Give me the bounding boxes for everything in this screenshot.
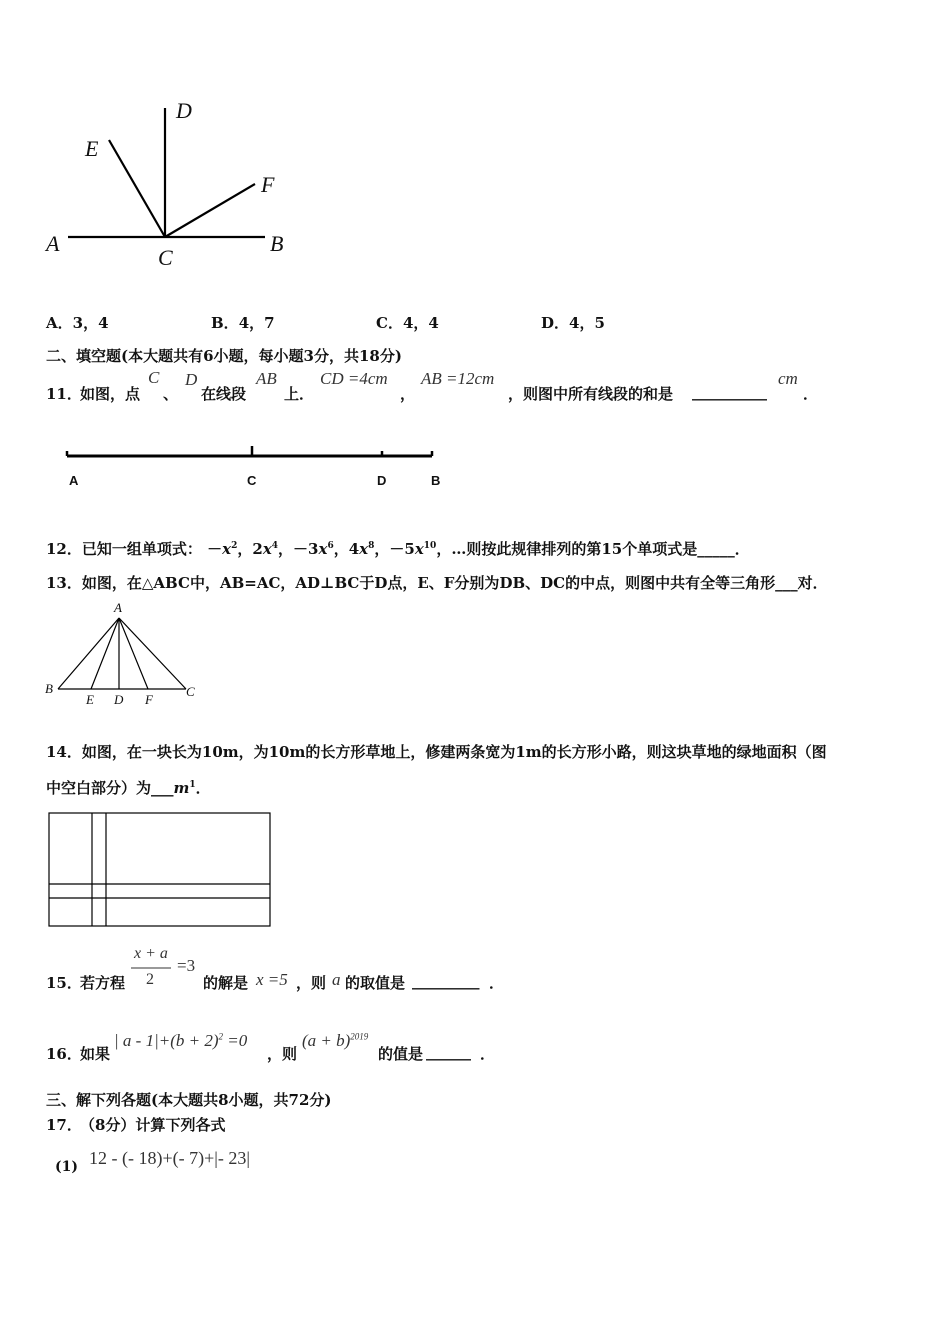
q15-text-1: 若方程 [80, 974, 126, 992]
q17-part-1-label: (1) [55, 1159, 78, 1175]
q11-segment-ab: AB [256, 369, 277, 388]
option-d: D．4，5 [541, 314, 605, 332]
label-b: B [270, 231, 284, 256]
q11-eq-ab: AB =12cm [421, 369, 495, 388]
label-a: A [46, 231, 60, 256]
tri-label-b: B [45, 681, 53, 696]
seg-label-a: A [69, 473, 79, 488]
tri-label-a: A [114, 600, 122, 615]
tri-label-f: F [145, 692, 153, 707]
label-c: C [158, 245, 173, 270]
q12-term-5: $-5x^{10}$ [389, 540, 437, 558]
tri-label-c: C [186, 684, 195, 699]
label-d: D [176, 98, 192, 123]
q12-term-4: $4x^8$ [348, 540, 375, 558]
tri-label-e: E [86, 692, 94, 707]
grass-figure [48, 812, 278, 932]
ray-ce [109, 140, 165, 237]
q13-answer-blank[interactable]: ___ [775, 574, 798, 592]
q11-number: 11． [46, 385, 82, 403]
q13-text: 如图，在△ABC中，AB=AC，AD⊥BC于D点，E、F分别为DB、DC的中点，则图中共有全等三角形 [81, 574, 776, 592]
q15-numerator: x + a [134, 945, 168, 962]
q11-text-3: 上． [284, 385, 315, 403]
question-12: 12．已知一组单项式： $-x^2$，$2x^4$，$-3x^6$，$4x^8$，$-5x^{10}$，…则按此规律排列的第15个单项式是_____． [46, 540, 750, 558]
q11-eq-cd: CD =4cm [320, 369, 388, 388]
q14-unit: m [173, 779, 190, 797]
q11-text-4: ，则图中所有线段的和是 [508, 385, 674, 403]
q16-text-1: 如果 [80, 1045, 111, 1063]
line-ab [58, 618, 119, 689]
q15-text-2: 的解是 [203, 974, 249, 992]
q15-number: 15． [46, 974, 82, 992]
q17-part-1-expression: 12 - (- 18)+(- 7)+|- 23| [89, 1148, 250, 1168]
seg-label-c: C [247, 473, 257, 488]
q12-text-1: 已知一组单项式： [81, 540, 202, 558]
q16-expression-1: | $a - 1|+(b + 2)^2 =0$ [114, 1031, 248, 1050]
q15-text-3: ，则 [296, 974, 327, 992]
line-af [119, 618, 148, 689]
q14-text-2: 中空白部分）为 [46, 779, 152, 797]
q12-term-3: $-3x^6$ [293, 540, 334, 558]
question-13: 13．如图，在△ABC中，AB=AC，AD⊥BC于D点，E、F分别为DB、DC的中点，则图中共有全等三角形___对． [46, 574, 828, 592]
q11-text-1: 如图，点 [80, 385, 141, 403]
q15-answer-blank[interactable]: _________ [412, 972, 480, 990]
section-2-title: 二、填空题(本大题共有6小题，每小题3分，共18分) [46, 347, 402, 365]
line-ae [91, 618, 119, 689]
q12-term-1: $-x^2$ [207, 540, 238, 558]
q15-solution: x =5 [256, 970, 288, 989]
tri-label-d: D [114, 692, 124, 707]
q14-number: 14． [46, 743, 82, 761]
q15-fraction-bar [131, 967, 181, 971]
q15-text-4: 的取值是 [345, 974, 406, 992]
option-c: C．4，4 [376, 314, 439, 332]
q11-text-2: 在线段 [201, 385, 247, 403]
option-b: B．4，7 [211, 314, 275, 332]
q16-expression-2: $(a + b)^{2019}$ [302, 1031, 369, 1050]
q15-var: a [332, 970, 341, 989]
q15-denominator: 2 [146, 971, 154, 988]
label-f: F [261, 172, 275, 197]
q11-point-d: D [185, 370, 198, 389]
question-14-line-1 [46, 741, 827, 762]
line-ac [119, 618, 186, 689]
q11-sep: 、 [163, 385, 179, 403]
q11-comma: ， [400, 385, 416, 403]
q12-text-2: ，…则按此规律排列的第15个单项式是 [436, 540, 698, 558]
q11-unit: cm [778, 369, 798, 388]
q13-number: 13． [46, 574, 82, 592]
option-a: A．3，4 [46, 314, 109, 332]
q12-number: 12． [46, 540, 82, 558]
q14-text-1: 如图，在一块长为10m，为10m的长方形草地上，修建两条宽为1m的长方形小路，则这块草地的绿地面积（图 [81, 743, 827, 761]
seg-label-d: D [377, 473, 387, 488]
section-3-title: 三、解下列各题(本大题共8小题，共72分) [46, 1091, 332, 1109]
q11-point-c: C [148, 368, 160, 387]
q11-answer-blank[interactable]: __________ [692, 383, 767, 401]
seg-label-b: B [431, 473, 441, 488]
triangle-figure-lines [0, 600, 200, 710]
label-e: E [85, 136, 99, 161]
q16-number: 16． [46, 1045, 82, 1063]
angle-figure-lines [0, 0, 300, 200]
question-14-line-2: 中空白部分）为$\_\_\_m^1$． [46, 779, 211, 797]
q11-end: ． [803, 385, 819, 403]
q12-term-2: $2x^4$ [252, 540, 279, 558]
grass-outer [49, 813, 270, 926]
ray-cf [165, 184, 255, 237]
q17-text: （8分）计算下列各式 [80, 1116, 226, 1134]
q15-rhs: =3 [177, 956, 196, 975]
q12-answer-blank[interactable]: _____ [697, 540, 735, 558]
q16-text-2: ，则 [267, 1045, 298, 1063]
q14-answer-blank[interactable]: ___ [151, 779, 174, 797]
q17-number: 17． [46, 1116, 82, 1134]
q16-text-3: 的值是 [378, 1045, 424, 1063]
q16-answer-blank[interactable]: ______ [426, 1043, 471, 1061]
